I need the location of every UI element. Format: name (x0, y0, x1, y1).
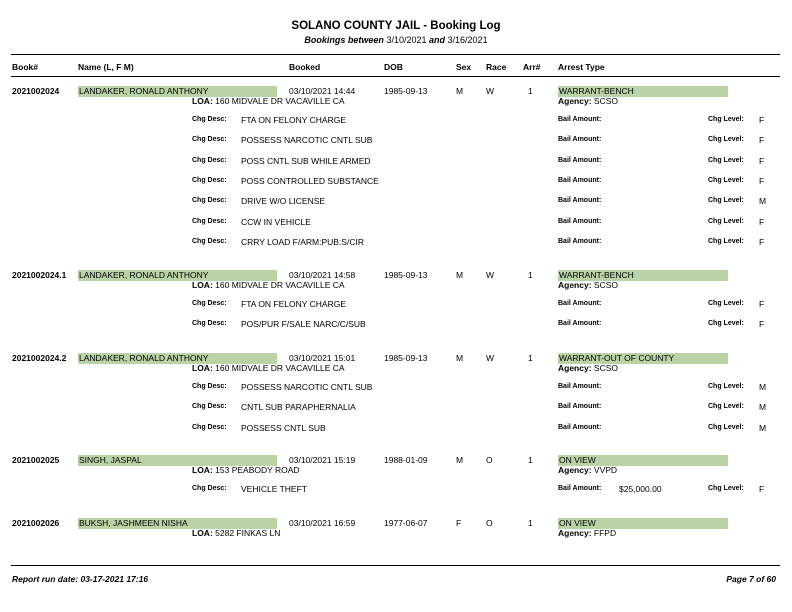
bail-amount-label: Bail Amount: (558, 218, 602, 225)
chg-level-value: F (759, 176, 765, 186)
subtitle-prefix: Bookings between (304, 35, 384, 45)
race: O (486, 518, 493, 528)
location-of-arrest (192, 96, 345, 106)
agency-label: Agency: (558, 528, 592, 538)
charge-row (0, 300, 792, 310)
loa-label: LOA: (192, 528, 213, 538)
arrest-count: 1 (528, 86, 533, 96)
chg-level-value: F (759, 237, 765, 247)
arrest-type: ON VIEW (558, 518, 728, 529)
arresting-agency (558, 363, 618, 373)
inmate-name: BUKSH, JASHMEEN NISHA (78, 518, 277, 529)
race: O (486, 455, 493, 465)
charge-row (0, 116, 792, 126)
race: W (486, 353, 495, 363)
inmate-name: SINGH, JASPAL (78, 455, 277, 466)
book-number: 2021002025 (12, 455, 60, 465)
loa-value: 5282 FINKAS LN (215, 528, 281, 538)
chg-desc-value: POSSESS CNTL SUB (241, 423, 326, 433)
chg-level-label: Chg Level: (708, 136, 744, 143)
chg-level-label: Chg Level: (708, 197, 744, 204)
charge-row (0, 320, 792, 330)
loa-label: LOA: (192, 280, 213, 290)
arresting-agency (558, 528, 616, 538)
chg-desc-value: DRIVE W/O LICENSE (241, 196, 326, 206)
race: W (486, 270, 495, 280)
booked-datetime: 03/10/2021 14:58 (289, 270, 356, 280)
chg-desc-value: POS/PUR F/SALE NARC/C/SUB (241, 319, 366, 329)
charge-row (0, 424, 792, 434)
sex: M (456, 455, 464, 465)
agency-label: Agency: (558, 363, 592, 373)
bail-amount-label: Bail Amount: (558, 197, 602, 204)
chg-desc-value: POSSESS NARCOTIC CNTL SUB (241, 135, 373, 145)
booking-record (0, 518, 792, 538)
agency-label: Agency: (558, 465, 592, 475)
charge-row (0, 383, 792, 393)
chg-level-value: M (759, 382, 767, 392)
chg-desc-value: POSS CONTROLLED SUBSTANCE (241, 176, 379, 186)
date-of-birth: 1985-09-13 (384, 86, 428, 96)
arresting-agency (558, 465, 617, 475)
inmate-name: LANDAKER, RONALD ANTHONY (78, 353, 277, 364)
booked-datetime: 03/10/2021 15:19 (289, 455, 356, 465)
date-of-birth: 1977-06-07 (384, 518, 428, 528)
chg-level-value: F (759, 156, 765, 166)
date-to: 3/16/2021 (447, 35, 488, 45)
chg-desc-label: Chg Desc: (192, 383, 227, 390)
chg-level-value: M (759, 402, 767, 412)
loa-value: 160 MIDVALE DR VACAVILLE CA (215, 96, 345, 106)
chg-level-label: Chg Level: (708, 157, 744, 164)
arrest-type: WARRANT-BENCH (558, 270, 728, 281)
col-dob: DOB (384, 62, 403, 72)
charge-row (0, 485, 792, 495)
chg-desc-value: FTA ON FELONY CHARGE (241, 299, 347, 309)
arresting-agency (558, 96, 618, 106)
col-sex: Sex (456, 62, 472, 72)
col-book: Book# (12, 62, 38, 72)
report-title: SOLANO COUNTY JAIL - Booking Log (291, 20, 501, 32)
chg-desc-value: FTA ON FELONY CHARGE (241, 115, 347, 125)
location-of-arrest (192, 528, 280, 538)
chg-level-value: F (759, 319, 765, 329)
bail-amount-label: Bail Amount: (558, 383, 602, 390)
arrest-type: WARRANT-OUT OF COUNTY (558, 353, 728, 364)
chg-level-value: M (759, 196, 767, 206)
location-of-arrest (192, 280, 345, 290)
chg-level-value: F (759, 135, 765, 145)
bail-amount-label: Bail Amount: (558, 300, 602, 307)
chg-desc-label: Chg Desc: (192, 116, 227, 123)
arrest-type: WARRANT-BENCH (558, 86, 728, 97)
charge-row (0, 177, 792, 187)
chg-level-label: Chg Level: (708, 238, 744, 245)
sex: F (456, 518, 462, 528)
location-of-arrest (192, 363, 345, 373)
chg-level-label: Chg Level: (708, 116, 744, 123)
chg-level-label: Chg Level: (708, 300, 744, 307)
chg-desc-label: Chg Desc: (192, 300, 227, 307)
chg-level-label: Chg Level: (708, 403, 744, 410)
agency-value: SCSO (593, 96, 619, 106)
subtitle-and: and (429, 35, 446, 45)
chg-desc-label: Chg Desc: (192, 424, 227, 431)
booking-record (0, 86, 792, 247)
chg-desc-value: VEHICLE THEFT (241, 484, 307, 494)
col-race: Race (486, 62, 507, 72)
date-of-birth: 1985-09-13 (384, 353, 428, 363)
chg-desc-label: Chg Desc: (192, 485, 227, 492)
location-of-arrest (192, 465, 300, 475)
chg-desc-label: Chg Desc: (192, 197, 227, 204)
booking-record (0, 353, 792, 433)
loa-label: LOA: (192, 363, 213, 373)
bail-amount-label: Bail Amount: (558, 157, 602, 164)
charge-row (0, 197, 792, 207)
chg-desc-label: Chg Desc: (192, 157, 227, 164)
booked-datetime: 03/10/2021 14:44 (289, 86, 356, 96)
arrest-count: 1 (528, 270, 533, 280)
booking-record (0, 270, 792, 329)
header-bottom-rule (11, 76, 780, 77)
inmate-name: LANDAKER, RONALD ANTHONY (78, 270, 277, 281)
report-run-date: Report run date: 03-17-2021 17:16 (12, 574, 149, 584)
arrest-count: 1 (528, 353, 533, 363)
agency-value: VVPD (593, 465, 618, 475)
col-arrest-type: Arrest Type (558, 62, 605, 72)
date-from: 3/10/2021 (386, 35, 427, 45)
agency-value: FFPD (593, 528, 617, 538)
loa-value: 160 MIDVALE DR VACAVILLE CA (215, 363, 345, 373)
header-top-rule (11, 54, 780, 55)
charge-row (0, 238, 792, 248)
loa-label: LOA: (192, 465, 213, 475)
agency-value: SCSO (593, 280, 619, 290)
bail-amount-label: Bail Amount: (558, 424, 602, 431)
chg-level-value: M (759, 423, 767, 433)
chg-desc-label: Chg Desc: (192, 177, 227, 184)
chg-desc-value: CRRY LOAD F/ARM:PUB:S/CIR (241, 237, 364, 247)
chg-desc-label: Chg Desc: (192, 238, 227, 245)
chg-level-label: Chg Level: (708, 485, 744, 492)
col-name: Name (L, F M) (78, 62, 134, 72)
footer-rule (11, 565, 780, 566)
loa-value: 160 MIDVALE DR VACAVILLE CA (215, 280, 345, 290)
chg-level-label: Chg Level: (708, 424, 744, 431)
book-number: 2021002024.2 (12, 353, 67, 363)
date-of-birth: 1988-01-09 (384, 455, 428, 465)
col-arr: Arr# (523, 62, 541, 72)
chg-level-value: F (759, 484, 765, 494)
sex: M (456, 353, 464, 363)
arresting-agency (558, 280, 618, 290)
chg-desc-label: Chg Desc: (192, 320, 227, 327)
bail-amount-label: Bail Amount: (558, 116, 602, 123)
arrest-count: 1 (528, 455, 533, 465)
booked-datetime: 03/10/2021 16:59 (289, 518, 356, 528)
chg-level-label: Chg Level: (708, 177, 744, 184)
chg-level-value: F (759, 115, 765, 125)
agency-label: Agency: (558, 280, 592, 290)
loa-value: 153 PEABODY ROAD (215, 465, 300, 475)
col-booked: Booked (289, 62, 321, 72)
bail-amount-label: Bail Amount: (558, 238, 602, 245)
sex: M (456, 270, 464, 280)
booking-record (0, 455, 792, 494)
agency-label: Agency: (558, 96, 592, 106)
chg-level-value: F (759, 299, 765, 309)
arrest-count: 1 (528, 518, 533, 528)
book-number: 2021002024 (12, 86, 60, 96)
page-number: Page 7 of 60 (726, 574, 776, 584)
bail-amount-label: Bail Amount: (558, 485, 602, 492)
bail-amount-label: Bail Amount: (558, 320, 602, 327)
sex: M (456, 86, 464, 96)
chg-level-label: Chg Level: (708, 320, 744, 327)
charge-row (0, 157, 792, 167)
chg-desc-label: Chg Desc: (192, 136, 227, 143)
chg-level-value: F (759, 217, 765, 227)
bail-amount-value: $25,000.00 (619, 484, 662, 494)
charge-row (0, 403, 792, 413)
charge-row (0, 218, 792, 228)
chg-desc-value: CCW IN VEHICLE (241, 217, 311, 227)
arrest-type: ON VIEW (558, 455, 728, 466)
chg-desc-value: POSSESS NARCOTIC CNTL SUB (241, 382, 373, 392)
loa-label: LOA: (192, 96, 213, 106)
chg-desc-value: POSS CNTL SUB WHILE ARMED (241, 156, 371, 166)
chg-desc-label: Chg Desc: (192, 403, 227, 410)
report-subtitle (0, 35, 792, 45)
agency-value: SCSO (593, 363, 619, 373)
chg-desc-value: CNTL SUB PARAPHERNALIA (241, 402, 356, 412)
book-number: 2021002026 (12, 518, 60, 528)
bail-amount-label: Bail Amount: (558, 177, 602, 184)
date-of-birth: 1985-09-13 (384, 270, 428, 280)
race: W (486, 86, 495, 96)
chg-level-label: Chg Level: (708, 218, 744, 225)
bail-amount-label: Bail Amount: (558, 403, 602, 410)
book-number: 2021002024.1 (12, 270, 67, 280)
chg-desc-label: Chg Desc: (192, 218, 227, 225)
charge-row (0, 136, 792, 146)
bail-amount-label: Bail Amount: (558, 136, 602, 143)
chg-level-label: Chg Level: (708, 383, 744, 390)
booked-datetime: 03/10/2021 15:01 (289, 353, 356, 363)
inmate-name: LANDAKER, RONALD ANTHONY (78, 86, 277, 97)
